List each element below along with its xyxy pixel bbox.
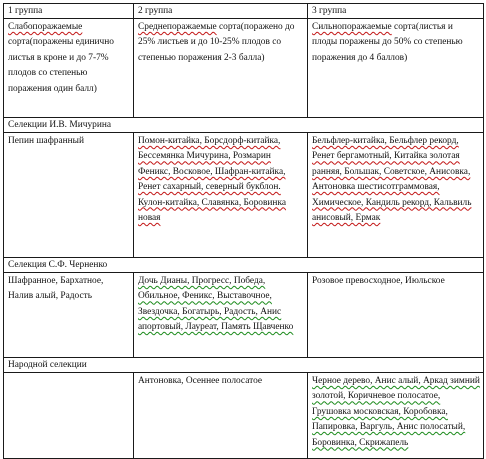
section-title-folk: Народной селекции	[4, 358, 484, 373]
folk-varieties-row	[4, 373, 484, 459]
michurin-group-3: Бельфлер-китайка, Бельфлер рекорд, Ренет бергамотный, Китайка золотая ранняя, Большак, Советское, Анисовка, Антоновка шестисотграммовая, Химическое, Кандиль рекорд, Кальвиль анисовый, Ермак	[308, 133, 484, 258]
group-1-term: Слабопоражаемые	[8, 22, 83, 32]
header-group-1: 1 группа	[4, 4, 134, 19]
folk-group-2: Антоновка, Осеннее полосатое	[134, 373, 308, 459]
chernenko-group-3: Розовое превосходное, Июльское	[308, 273, 484, 358]
header-row	[4, 4, 484, 19]
chernenko-group-1: Шафранное, Бархатное, Налив алый, Радость	[4, 273, 134, 358]
section-title-chernenko: Селекция С.Ф. Черненко	[4, 258, 484, 273]
group-1-text: сорта(поражены единично листья в кроне и до 7-7% плодов со степенью поражения один балл)	[8, 37, 114, 94]
header-group-3: 3 группа	[308, 4, 484, 19]
michurin-group-1: Пепин шафранный	[4, 133, 134, 258]
group-1-description	[4, 19, 134, 118]
folk-group-1	[4, 373, 134, 459]
group-2-description	[134, 19, 308, 118]
section-title-michurin: Селекции И.В. Мичурина	[4, 118, 484, 133]
group-2-text: сорта(поражено до 25% листьев и до 10-25% плодов со степенью поражения 2-3 балла)	[138, 22, 295, 63]
section-row-michurin	[4, 118, 484, 133]
michurin-varieties-row	[4, 133, 484, 258]
group-3-description	[308, 19, 484, 118]
section-row-chernenko	[4, 258, 484, 273]
michurin-group-2: Помон-китайка, Борсдорф-китайка, Бессемянка Мичурина, Розмарин Феникс, Восковое, Шафран-китайка, Ренет сахарный, северный букблон. Кулон-китайка, Славянка, Боровинка новая	[134, 133, 308, 258]
section-row-folk	[4, 358, 484, 373]
chernenko-group-2: Дочь Дианы, Прогресс, Победа, Обильное, Феникс, Выставочное, Звездочка, Богатырь, Радость, Анис апортовый, Лауреат, Память Щавченко	[134, 273, 308, 358]
group-3-term: Сильнопоражаемые	[312, 22, 392, 32]
chernenko-varieties-row	[4, 273, 484, 358]
apple-varieties-scab-table	[3, 3, 484, 459]
header-group-2: 2 группа	[134, 4, 308, 19]
group-2-term: Среднепоражаемые	[138, 22, 217, 32]
group-3-text: сорта(листья и плоды поражены до 50% со степенью поражения до 4 баллов)	[312, 22, 463, 63]
folk-group-3: Черное дерево, Анис алый, Аркад зимний золотой, Коричневое полосатое, Грушовка московская, Коробовка, Папировка, Варгуль, Анис полосатый, Боровинка, Скрижапель	[308, 373, 484, 459]
group-description-row	[4, 19, 484, 118]
